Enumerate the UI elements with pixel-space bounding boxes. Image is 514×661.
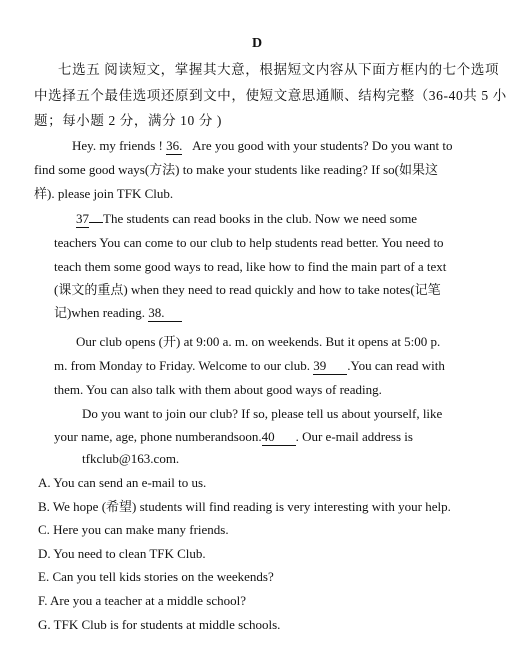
option-d: D. You need to clean TFK Club. [38, 546, 206, 561]
blank-36: 36. [166, 138, 183, 153]
paragraph-1-line-1 [72, 138, 452, 155]
text-segment: .You can read with [347, 358, 445, 373]
blank-38: 38. [148, 305, 182, 322]
paragraph-2-line-1 [76, 211, 417, 228]
paragraph-3-line-1: Our club opens (开) at 9:00 a. m. on weekends. But it opens at 5:00 p. [76, 334, 441, 349]
paragraph-2-line-4: (课文的重点) when they need to read quickly and how to take notes(记笔 [54, 282, 441, 297]
instruction-line-2: 中选择五个最佳选项还原到文中，使短文意思通顺、结构完整（36-40共 5 小 [34, 88, 507, 103]
instruction-line-1: 七选五 阅读短文，掌握其大意，根据短文内容从下面方框内的七个选项 [58, 62, 500, 77]
instruction-line-3: 题；每小题 2 分，满分 10 分 ) [34, 113, 223, 128]
text-segment: Are you good with your students? Do you want to [192, 138, 453, 153]
paragraph-4-line-1: Do you want to join our club? If so, please tell us about yourself, like [82, 406, 443, 421]
option-e: E. Can you tell kids stories on the weekends? [38, 569, 274, 584]
option-c: C. Here you can make many friends. [38, 522, 229, 537]
paragraph-3-line-3: them. You can also talk with them about good ways of reading. [54, 382, 382, 397]
option-b: B. We hope (希望) students will find reading is very interesting with your help. [38, 499, 451, 514]
option-f: F. Are you a teacher at a middle school? [38, 593, 246, 608]
blank-underline [89, 222, 103, 223]
option-g: G. TFK Club is for students at middle schools. [38, 617, 281, 632]
paragraph-2-line-2: teachers You can come to our club to help students read better. You need to [54, 235, 444, 250]
email-address: tfkclub@163.com. [82, 451, 180, 466]
blank-40: 40 [262, 429, 296, 446]
text-segment: Hey. my friends ! [72, 138, 167, 153]
blank-39: 39 [313, 358, 347, 375]
paragraph-2-line-5 [54, 305, 182, 322]
paragraph-1-line-2: find some good ways(方法) to make your students like reading? If so(如果这 [34, 162, 439, 177]
paragraph-4-line-2 [54, 429, 413, 446]
text-segment: your name, age, phone numberandsoon. [54, 429, 262, 444]
option-a: A. You can send an e-mail to us. [38, 475, 207, 490]
paragraph-3-line-2 [54, 358, 445, 375]
blank-37: 37 [76, 211, 89, 226]
text-segment: . Our e-mail address is [295, 429, 413, 444]
text-segment: 记)when reading. [54, 305, 149, 320]
paragraph-1-line-3: 样). please join TFK Club. [34, 186, 174, 201]
paragraph-2-line-3: teach them some good ways to read, like how to find the main part of a text [54, 259, 447, 274]
section-title: D [251, 36, 263, 51]
text-segment: The students can read books in the club. Now we need some [103, 211, 418, 226]
text-segment: m. from Monday to Friday. Welcome to our club. [54, 358, 314, 373]
